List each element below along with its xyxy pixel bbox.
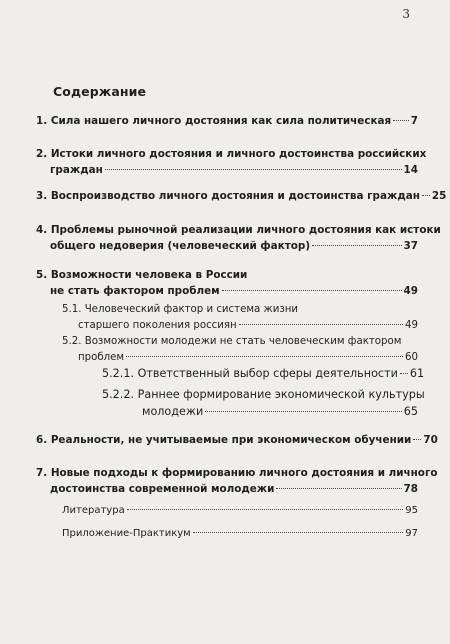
entry-number: 5. [36, 269, 48, 281]
toc-entry-3[interactable] [36, 188, 447, 204]
toc-entry-7[interactable] [36, 465, 438, 497]
entry-title-cont: достоинства современной молодежи [50, 483, 275, 495]
entry-page: 70 [423, 434, 438, 446]
entry-title-cont: проблем [78, 352, 125, 363]
dot-leader [276, 488, 401, 489]
entry-number: 5.2.1. [102, 367, 135, 380]
toc-entry-5-2[interactable] [62, 334, 418, 366]
entry-page: 25 [431, 190, 447, 202]
entry-number: 6. [36, 434, 48, 446]
entry-title-cont: не стать фактором проблем [50, 285, 220, 297]
entry-title: Проблемы рыночной реализации личного достояния как истоки [50, 224, 441, 236]
entry-number: 5.1. [62, 304, 82, 315]
entry-title: Возможности молодежи не стать человеческим фактором [84, 336, 402, 347]
toc-entry-2[interactable] [36, 146, 427, 178]
entry-title-cont: молодежи [142, 405, 204, 418]
dot-leader [413, 439, 421, 440]
entry-page: 7 [410, 115, 418, 127]
entry-number: 7. [36, 467, 48, 479]
toc-entry-5-2-1[interactable] [102, 365, 425, 382]
entry-page: 60 [405, 352, 418, 363]
dot-leader [105, 169, 402, 170]
entry-page: 14 [403, 164, 418, 176]
toc-entry-4[interactable] [36, 222, 441, 254]
toc-entry-literature[interactable] [62, 503, 418, 519]
entry-number: 5.2. [62, 336, 82, 347]
toc-entry-5-2-2[interactable] [102, 386, 425, 420]
entry-number: 5.2.2. [102, 388, 135, 401]
entry-page: 97 [405, 528, 418, 539]
entry-title: Сила нашего личного достояния как сила политическая [50, 115, 392, 127]
entry-title: Приложение-Практикум [62, 528, 191, 539]
dot-leader [127, 509, 404, 510]
entry-title: Истоки личного достояния и личного достоинства российских [50, 148, 427, 160]
dot-leader [400, 373, 408, 374]
dot-leader [422, 195, 430, 196]
entry-page: 95 [405, 505, 418, 516]
entry-number: 4. [36, 224, 48, 236]
toc-heading: Содержание [53, 84, 147, 99]
dot-leader [205, 411, 402, 412]
entry-title: Ответственный выбор сферы деятельности [137, 367, 398, 380]
entry-title: Воспроизводство личного достояния и достоинства граждан [50, 190, 420, 202]
entry-number: 2. [36, 148, 48, 160]
dot-leader [126, 356, 403, 357]
entry-page: 61 [409, 367, 425, 380]
entry-title-cont: граждан [50, 164, 103, 176]
entry-title: Новые подходы к формированию личного достояния и личного [50, 467, 438, 479]
entry-page: 37 [403, 240, 418, 252]
entry-number: 1. [36, 115, 48, 127]
entry-title-cont: общего недоверия (человеческий фактор) [50, 240, 311, 252]
dot-leader [393, 120, 409, 121]
entry-title-cont: старшего поколения россиян [78, 320, 237, 331]
entry-title: Реальности, не учитываемые при экономическом обучении [50, 434, 412, 446]
toc-entry-appendix[interactable] [62, 526, 418, 542]
entry-title: Человеческий фактор и система жизни [84, 304, 299, 315]
toc-entry-5-1[interactable] [62, 302, 418, 334]
entry-page: 49 [405, 320, 418, 331]
entry-page: 49 [403, 285, 418, 297]
toc-entry-1[interactable] [36, 113, 418, 129]
dot-leader [239, 324, 403, 325]
entry-title: Раннее формирование экономической культуры [137, 388, 425, 401]
page-number: 3 [402, 7, 410, 21]
dot-leader [222, 290, 402, 291]
entry-title: Литература [62, 505, 125, 516]
entry-page: 78 [403, 483, 418, 495]
toc-entry-6[interactable] [36, 432, 438, 448]
dot-leader [312, 245, 401, 246]
dot-leader [193, 532, 404, 533]
toc-entry-5[interactable] [36, 267, 418, 299]
entry-page: 65 [403, 405, 418, 418]
entry-number: 3. [36, 190, 48, 202]
entry-title: Возможности человека в России [50, 269, 248, 281]
